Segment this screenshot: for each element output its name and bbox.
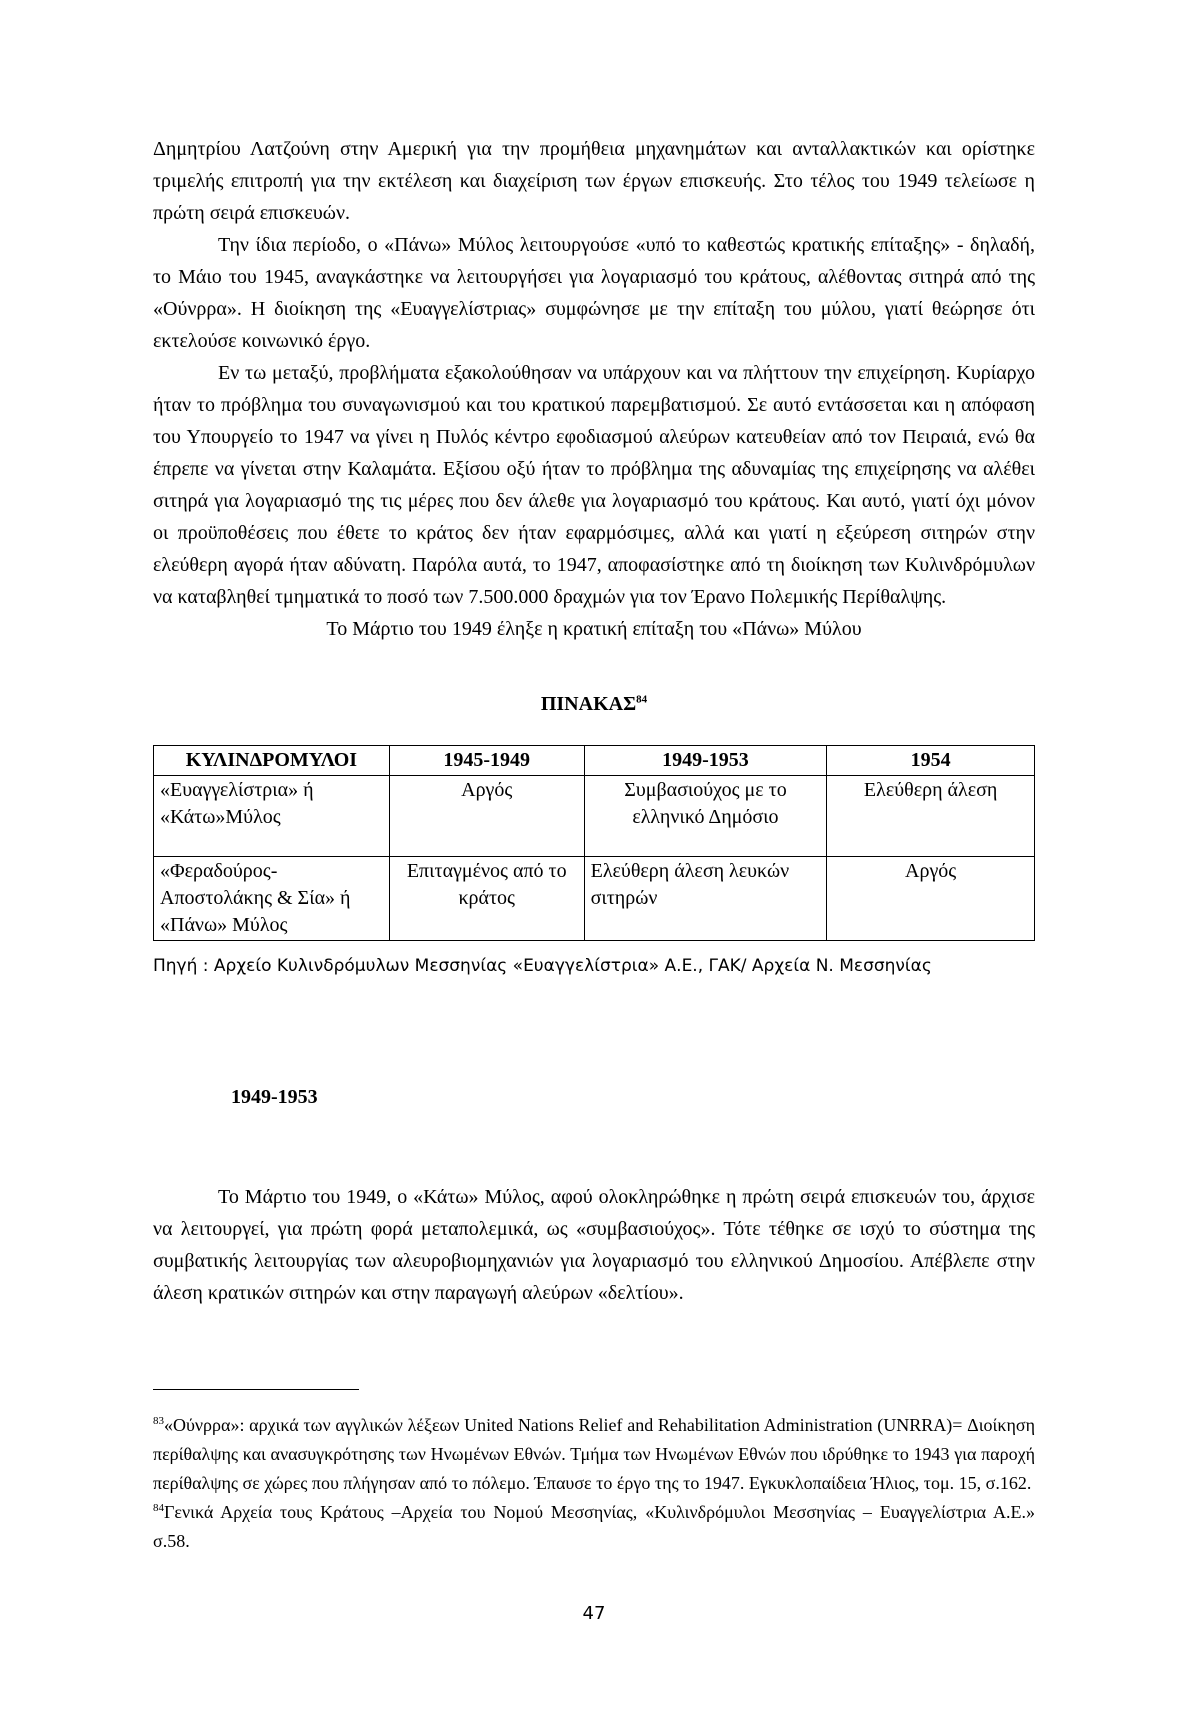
header-1954: 1954 bbox=[827, 746, 1035, 776]
footnote-84-text: Γενικά Αρχεία τους Κράτους –Αρχεία του Νομού Μεσσηνίας, «Κυλινδρόμυλοι Μεσσηνίας – Ευαγγελίστρια Α.Ε.» σ.58. bbox=[153, 1502, 1035, 1551]
table-title-footnote-ref: 84 bbox=[636, 693, 648, 706]
footnote-83-text: «Ούνρρα»: αρχικά των αγγλικών λέξεων United Nations Relief and Rehabilitation Administration (UNRRA)= Διοίκηση περίθαλψης και ανασυγκρότησης των Ηνωμένων Εθνών. Τμήμα των Ηνωμένων Εθνών που ιδρύθηκε το 1943 για παροχή περίθαλψης σε χώρες που πλήγησαν από το πόλεμο. Έπαυσε το έργο της το 1947. Εγκυκλοπαίδεια Ήλιος, τομ. 15, σ.162. bbox=[153, 1415, 1035, 1493]
header-1945-1949: 1945-1949 bbox=[389, 746, 584, 776]
paragraph-4: Το Μάρτιο του 1949 έληξε η κρατική επίταξη του «Πάνω» Μύλου bbox=[326, 618, 862, 640]
table-header-row bbox=[154, 746, 1035, 776]
mills-table bbox=[153, 745, 1035, 941]
cell-1949-1953: Ελεύθερη άλεση λευκών σιτηρών bbox=[584, 857, 827, 941]
cell-1954: Αργός bbox=[827, 857, 1035, 941]
table-source: Πηγή : Αρχείο Κυλινδρόμυλων Μεσσηνίας «Ευαγγελίστρια» Α.Ε., ΓΑΚ/ Αρχεία Ν. Μεσσηνίας bbox=[153, 956, 932, 976]
cell-1949-1953: Συμβασιούχος με το ελληνικό Δημόσιο bbox=[584, 776, 827, 857]
section-body: Το Μάρτιο του 1949, ο «Κάτω» Μύλος, αφού ολοκληρώθηκε η πρώτη σειρά επισκευών του, άρχισε να λειτουργεί, για πρώτη φορά μεταπολεμικά, ως «συμβασιούχος». Τότε τέθηκε σε ισχύ το σύστημα της συμβατικής λειτουργίας των αλευροβιομηχανιών για λογαριασμό του ελληνικού Δημοσίου. Απέβλεπε στην άλεση κρατικών σιτηρών και στην παραγωγή αλεύρων «δελτίου». bbox=[153, 1186, 1035, 1304]
header-1949-1953: 1949-1953 bbox=[584, 746, 827, 776]
footnote-84-mark: 84 bbox=[153, 1502, 164, 1514]
page-number: 47 bbox=[582, 1603, 606, 1624]
table-row bbox=[154, 776, 1035, 857]
cell-1945-1949: Επιταγμένος από το κράτος bbox=[389, 857, 584, 941]
cell-mill-name: «Φεραδούρος-Αποστολάκης & Σία» ή «Πάνω» Μύλος bbox=[154, 857, 390, 941]
section-body-wrap bbox=[153, 1181, 1035, 1309]
table-row bbox=[154, 857, 1035, 941]
footnote-separator bbox=[153, 1389, 359, 1390]
paragraph-1: Δημητρίου Λατζούνη στην Αμερική για την προμήθεια μηχανημάτων και ανταλλακτικών και ορίστηκε τριμελής επιτροπή για την εκτέλεση και διαχείριση των έργων επισκευής. Στο τέλος του 1949 τελείωσε η πρώτη σειρά επισκευών. bbox=[153, 138, 1035, 224]
footnote-84 bbox=[153, 1498, 1035, 1556]
section-heading: 1949-1953 bbox=[231, 1086, 318, 1108]
footnote-83 bbox=[153, 1411, 1035, 1498]
footnotes bbox=[153, 1411, 1035, 1556]
footnote-83-mark: 83 bbox=[153, 1415, 164, 1427]
table-title bbox=[153, 693, 1035, 716]
cell-1954: Ελεύθερη άλεση bbox=[827, 776, 1035, 857]
header-mills: ΚΥΛΙΝΔΡΟΜΥΛΟΙ bbox=[154, 746, 390, 776]
cell-1945-1949: Αργός bbox=[389, 776, 584, 857]
table-title-text: ΠΙΝΑΚΑΣ bbox=[540, 693, 637, 715]
cell-mill-name: «Ευαγγελίστρια» ή «Κάτω»Μύλος bbox=[154, 776, 390, 857]
paragraph-3: Εν τω μεταξύ, προβλήματα εξακολούθησαν να υπάρχουν και να πλήττουν την επιχείρηση. Κυρίαρχο ήταν το πρόβλημα του συναγωνισμού και του κρατικού παρεμβατισμού. Σε αυτό εντάσσεται και η απόφαση του Υπουργείο το 1947 να γίνει η Πυλός κέντρο εφοδιασμού αλεύρων κατευθείαν από τον Πειραιά, ενώ θα έπρεπε να γίνεται στην Καλαμάτα. Εξίσου οξύ ήταν το πρόβλημα της αδυναμίας της επιχείρησης να αλέθει σιτηρά για λογαριασμό της τις μέρες που δεν άλεθε για λογαριασμό του κράτους. Και αυτό, γιατί όχι μόνον οι προϋποθέσεις που έθετε το κράτος δεν ήταν εφαρμόσιμες, αλλά και γιατί η εξεύρεση σιτηρών στην ελεύθερη αγορά ήταν αδύνατη. Παρόλα αυτά, το 1947, αποφασίστηκε από τη διοίκηση των Κυλινδρόμυλων να καταβληθεί τμηματικά το ποσό των 7.500.000 δραχμών για τον Έρανο Πολεμικής Περίθαλψης. bbox=[153, 362, 1035, 608]
paragraph-2: Την ίδια περίοδο, ο «Πάνω» Μύλος λειτουργούσε «υπό το καθεστώς κρατικής επίταξης» - δηλαδή, το Μάιο του 1945, αναγκάστηκε να λειτουργήσει για λογαριασμό του κράτους, αλέθοντας σιτηρά από της «Ούνρρα». Η διοίκηση της «Ευαγγελίστριας» συμφώνησε με την επίταξη του μύλου, γιατί θεώρησε ότι εκτελούσε κοινωνικό έργο. bbox=[153, 234, 1035, 352]
page-content bbox=[153, 133, 1035, 1624]
